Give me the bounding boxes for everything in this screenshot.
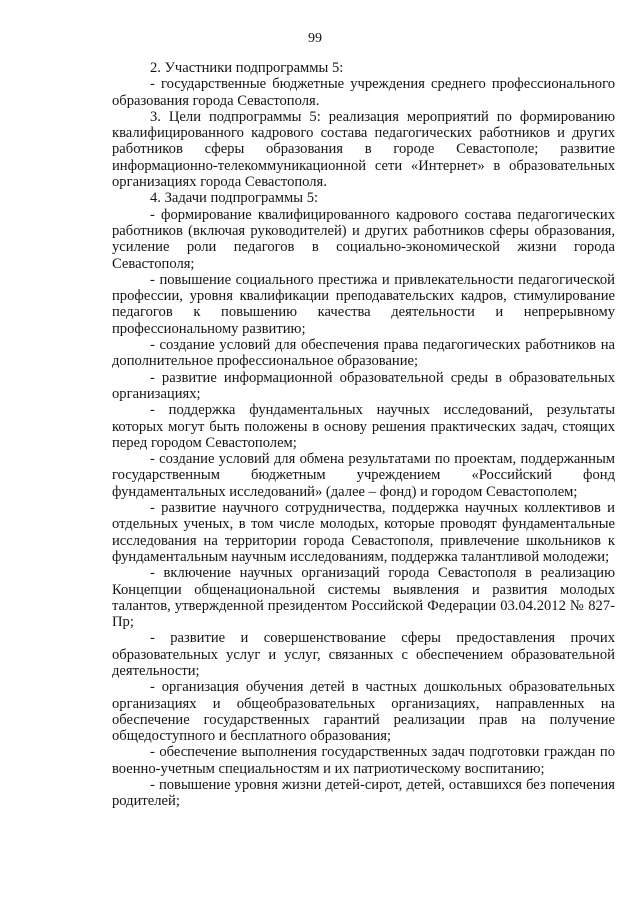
task-item: - создание условий для обеспечения права педагогических работников на дополнительное профессиональное образование; bbox=[112, 337, 615, 370]
task-item: - повышение уровня жизни детей-сирот, детей, оставшихся без попечения родителей; bbox=[112, 777, 615, 810]
paragraph-goals: 3. Цели подпрограммы 5: реализация мероприятий по формированию квалифицированного кадрового состава педагогических работников и других работников сферы образования в городе Севастополе; развитие информационно-телекоммуникационной сети «Интернет» в образовательных организациях города Севастополя. bbox=[112, 108, 615, 191]
task-item: - обеспечение выполнения государственных задач подготовки граждан по военно-учетным специальностям и их патриотическому воспитанию; bbox=[112, 744, 615, 777]
page-number: 99 bbox=[308, 31, 322, 46]
task-item: - создание условий для обмена результатами по проектам, поддержанным государственным бюджетным учреждением «Российский фонд фундаментальных исследований» (далее – фонд) и городом Севастополем; bbox=[112, 451, 615, 500]
task-item: - повышение социального престижа и привлекательности педагогической профессии, уровня квалификации преподавательских кадров, стимулирование педагогов к повышению качества деятельности и непрерывному профессиональному развитию; bbox=[112, 271, 615, 337]
task-item: - развитие научного сотрудничества, поддержка научных коллективов и отдельных ученых, в том числе молодых, которые проводят фундаментальные исследования на территории города Севастополя, привлечение школьников к фундаментальным научным исследованиям, поддержка талантливой молодежи; bbox=[112, 500, 615, 565]
task-item: - поддержка фундаментальных научных исследований, результаты которых могут быть положены в основу решения практических задач, стоящих перед городом Севастополем; bbox=[112, 402, 615, 451]
document-body bbox=[112, 60, 615, 810]
paragraph-tasks-heading: 4. Задачи подпрограммы 5: bbox=[150, 190, 319, 207]
paragraph-participants-item: - государственные бюджетные учреждения среднего профессионального образования города Севастополя. bbox=[112, 76, 615, 109]
task-item: - формирование квалифицированного кадрового состава педагогических работников (включая руководителей) и других работников сферы образования, усиление роли педагогов в социально-экономической жизни города Севастополя; bbox=[112, 206, 615, 272]
paragraph-participants-heading: 2. Участники подпрограммы 5: bbox=[150, 60, 344, 76]
task-item: - включение научных организаций города Севастополя в реализацию Концепции общенациональной системы выявления и развития молодых талантов, утвержденной президентом Российской Федерации 03.04.2012 № 827-Пр; bbox=[112, 565, 615, 631]
task-item: - развитие информационной образовательной среды в образовательных организациях; bbox=[112, 369, 615, 402]
task-item: - развитие и совершенствование сферы предоставления прочих образовательных услуг и услуг, связанных с обеспечением образовательной деятельности; bbox=[112, 630, 615, 679]
task-item: - организация обучения детей в частных дошкольных образовательных организациях и общеобразовательных организациях, направленных на обеспечение государственных гарантий реализации прав на получение общедоступного и бесплатного образования; bbox=[112, 679, 615, 745]
